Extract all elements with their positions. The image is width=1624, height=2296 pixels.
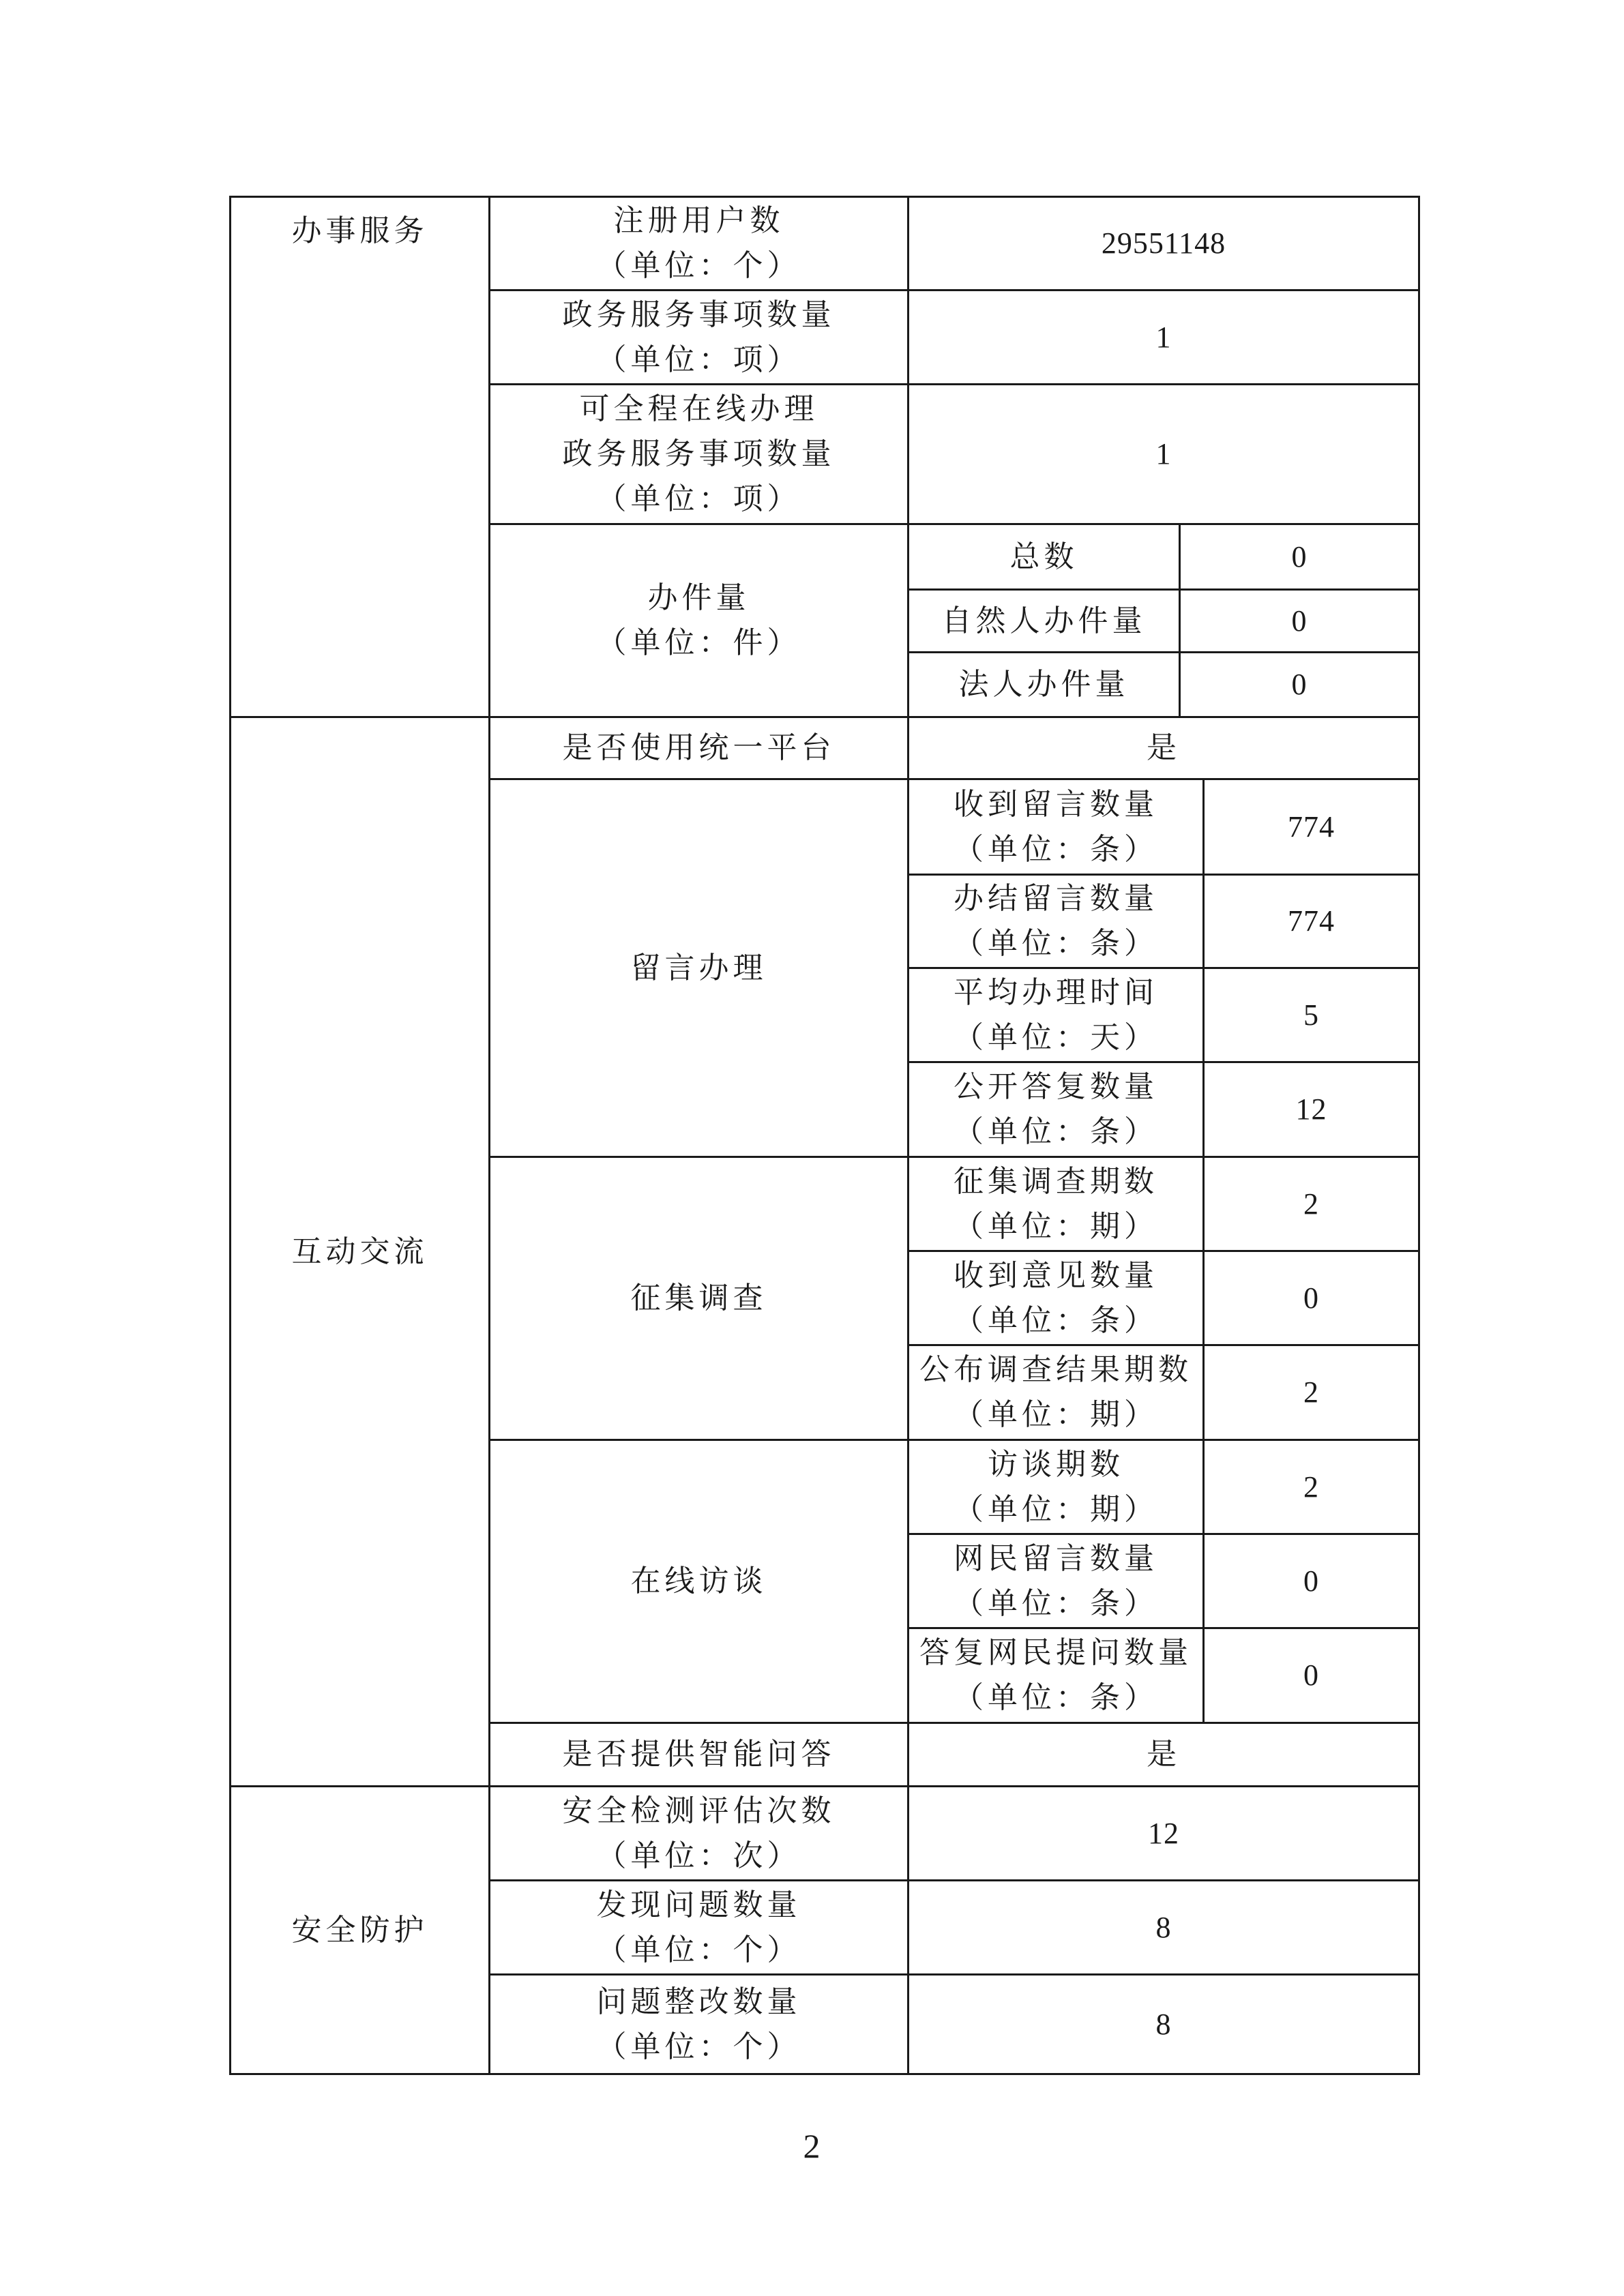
messages-row-value: 774 xyxy=(1288,809,1335,844)
survey-row-value: 2 xyxy=(1303,1375,1319,1409)
interview-row-label: 网民留言数量 （单位：条） xyxy=(954,1540,1158,1621)
section-label-interaction: 互动交流 xyxy=(291,1234,428,1269)
messages-row-value: 5 xyxy=(1303,998,1319,1032)
security-row-label: 安全检测评估次数 （单位：次） xyxy=(562,1793,836,1873)
unified-platform-label: 是否使用统一平台 xyxy=(562,730,836,765)
messages-row-label: 平均办理时间 （单位：天） xyxy=(954,974,1158,1055)
service-items-label: 政务服务事项数量 （单位：项） xyxy=(562,297,836,377)
cases-row-label: 总数 xyxy=(1009,539,1078,574)
interview-row-label: 答复网民提问数量 （单位：条） xyxy=(919,1635,1192,1715)
interview-group-label: 在线访谈 xyxy=(630,1564,767,1598)
survey-row-label: 收到意见数量 （单位：条） xyxy=(954,1257,1158,1338)
messages-row-label: 办结留言数量 （单位：条） xyxy=(954,881,1158,961)
messages-row-label: 收到留言数量 （单位：条） xyxy=(954,786,1158,867)
cases-label: 办件量 （单位：件） xyxy=(596,580,801,660)
cases-row-value: 0 xyxy=(1291,603,1308,638)
unified-platform-value: 是 xyxy=(1147,730,1181,765)
survey-row-label: 公布调查结果期数 （单位：期） xyxy=(919,1352,1192,1432)
cases-row-value: 0 xyxy=(1291,539,1308,573)
page-number: 2 xyxy=(803,2127,821,2165)
section-label-service: 办事服务 xyxy=(291,213,428,248)
interview-row-value: 2 xyxy=(1303,1470,1319,1504)
security-row-value: 12 xyxy=(1148,1816,1179,1850)
cases-row-label: 自然人办件量 xyxy=(941,603,1147,638)
security-row-value: 8 xyxy=(1155,2007,1172,2041)
security-row-label: 问题整改数量 （单位：个） xyxy=(596,1984,801,2064)
interview-row-value: 0 xyxy=(1303,1564,1319,1598)
messages-row-value: 12 xyxy=(1295,1092,1327,1126)
smart-qa-value: 是 xyxy=(1147,1737,1181,1772)
interview-row-label: 访谈期数 （单位：期） xyxy=(954,1446,1158,1527)
messages-row-label: 公开答复数量 （单位：条） xyxy=(954,1069,1158,1149)
service-items-value: 1 xyxy=(1155,320,1172,354)
survey-row-label: 征集调查期数 （单位：期） xyxy=(954,1163,1158,1244)
survey-row-value: 0 xyxy=(1303,1281,1319,1315)
survey-row-value: 2 xyxy=(1303,1187,1319,1221)
online-items-value: 1 xyxy=(1155,437,1172,471)
registered-users-value: 29551148 xyxy=(1101,226,1226,260)
cases-row-label: 法人办件量 xyxy=(958,667,1130,702)
interview-row-value: 0 xyxy=(1303,1658,1319,1692)
cases-row-value: 0 xyxy=(1291,668,1308,701)
section-label-security: 安全防护 xyxy=(291,1912,428,1948)
security-row-label: 发现问题数量 （单位：个） xyxy=(596,1887,801,1967)
messages-group-label: 留言办理 xyxy=(630,950,767,985)
survey-group-label: 征集调查 xyxy=(630,1281,767,1315)
messages-row-value: 774 xyxy=(1288,904,1335,938)
smart-qa-label: 是否提供智能问答 xyxy=(562,1737,836,1772)
security-row-value: 8 xyxy=(1155,1910,1172,1944)
online-items-label: 可全程在线办理 政务服务事项数量 （单位：项） xyxy=(562,391,836,516)
registered-users-label: 注册用户数 （单位：个） xyxy=(596,203,801,283)
